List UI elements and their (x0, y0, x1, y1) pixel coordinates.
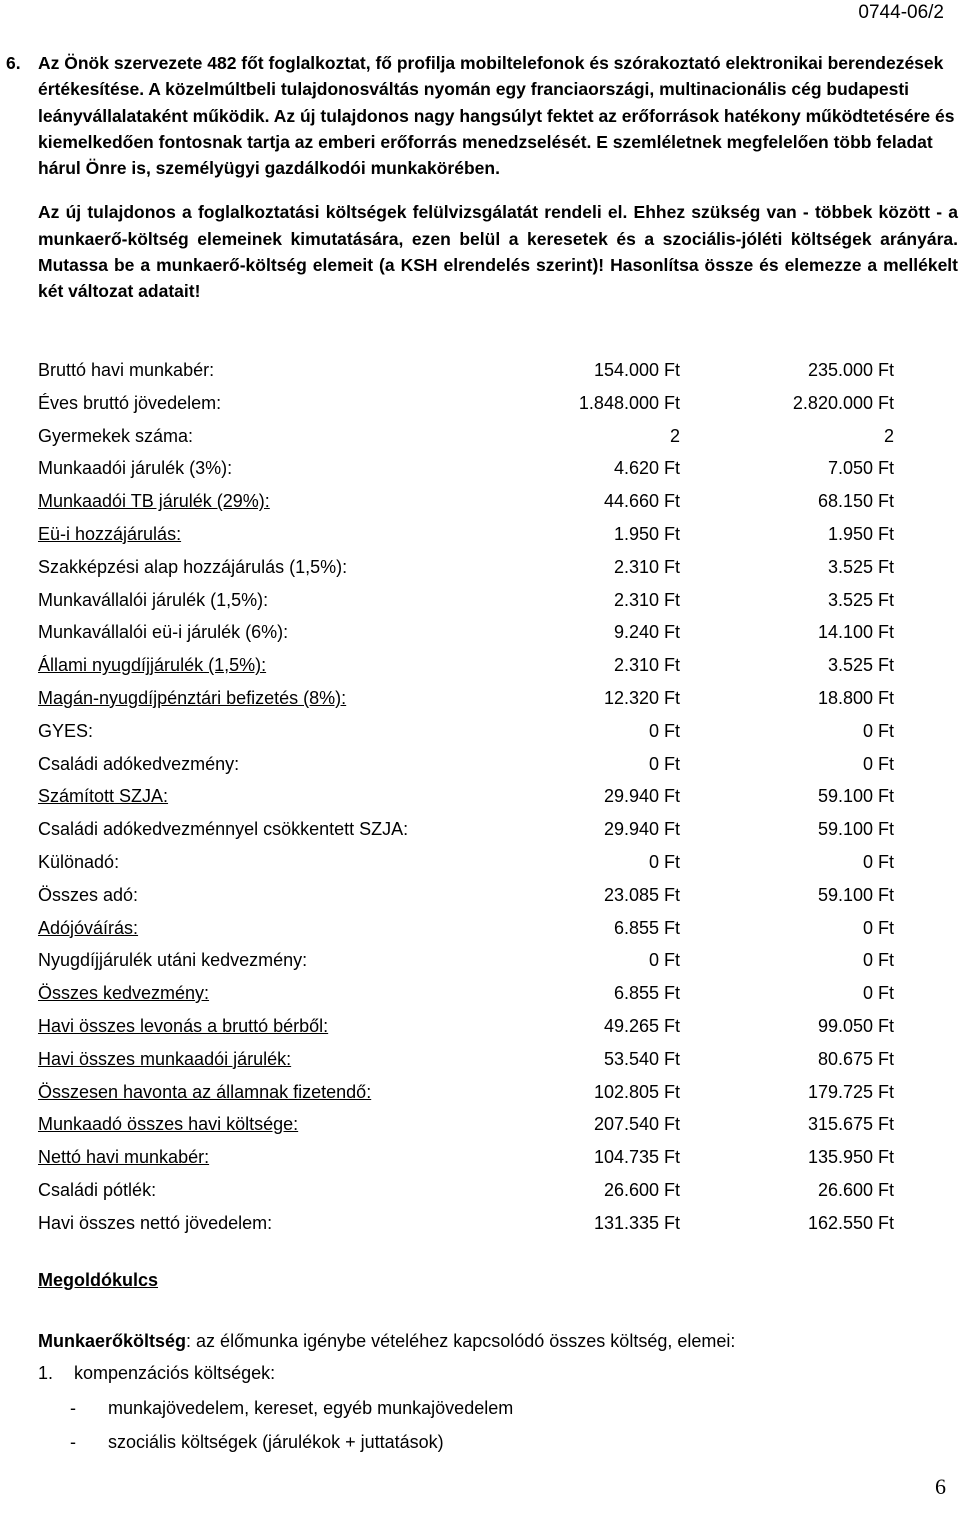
row-value-variant-1: 0 Ft (648, 753, 680, 774)
row-value-variant-2: 0 Ft (862, 720, 894, 741)
row-label: Munkaadó összes havi költsége: (38, 1114, 299, 1135)
row-value-variant-2: 0 Ft (862, 851, 894, 872)
row-value-variant-2: 99.050 Ft (817, 1015, 894, 1036)
row-label: Havi összes munkaadói járulék: (38, 1048, 292, 1069)
row-label: Családi adókedvezmény: (38, 753, 240, 774)
row-label: Éves bruttó jövedelem: (38, 392, 222, 413)
definition-text: : az élőmunka igénybe vételéhez kapcsolódó összes költség, elemei: (186, 1331, 736, 1351)
row-value-variant-1: 2.310 Ft (613, 655, 680, 676)
row-value-variant-2: 0 Ft (862, 983, 894, 1004)
row-value-variant-2: 1.950 Ft (827, 523, 894, 544)
table-row (38, 1174, 898, 1207)
row-label: Havi összes levonás a bruttó bérből: (38, 1015, 329, 1036)
table-row (38, 518, 898, 551)
compensation-item (38, 1363, 275, 1384)
table-row (38, 682, 898, 715)
row-value-variant-2: 59.100 Ft (817, 786, 894, 807)
row-value-variant-1: 26.600 Ft (603, 1179, 680, 1200)
row-value-variant-2: 59.100 Ft (817, 884, 894, 905)
row-label: Gyermekek száma: (38, 425, 194, 446)
row-value-variant-1: 1.950 Ft (613, 523, 680, 544)
row-value-variant-1: 207.540 Ft (593, 1114, 680, 1135)
row-value-variant-1: 0 Ft (648, 720, 680, 741)
row-value-variant-2: 0 Ft (862, 753, 894, 774)
list-item: - szociális költségek (járulékok + juttatások) (70, 1432, 444, 1452)
table-row (38, 1010, 898, 1043)
table-row (38, 780, 898, 813)
task-instruction: Az új tulajdonos a foglalkoztatási költségek felülvizsgálatát rendeli el. Ehhez szükség van - többek között - a munkaerő-költség elemeinek kimutatására, ezen belül a keresetek és a szociális-jóléti költségek arányára. Mutassa be a munkaerő-költség elemeit (a KSH elrendelés szerint)! Hasonlítsa össze és elemezze a mellékelt két változat adatait! (38, 202, 958, 302)
table-row (38, 649, 898, 682)
row-value-variant-2: 135.950 Ft (807, 1147, 894, 1168)
row-value-variant-1: 102.805 Ft (593, 1081, 680, 1102)
table-row (38, 977, 898, 1010)
list-item: - munkajövedelem, kereset, egyéb munkajövedelem (70, 1398, 514, 1418)
row-label: Összes kedvezmény: (38, 983, 210, 1004)
bullet-list (70, 1396, 513, 1464)
table-row (38, 1207, 898, 1240)
table-row (38, 944, 898, 977)
row-value-variant-2: 162.550 Ft (807, 1212, 894, 1233)
row-value-variant-1: 6.855 Ft (613, 917, 680, 938)
row-value-variant-2: 0 Ft (862, 950, 894, 971)
row-value-variant-1: 2.310 Ft (613, 589, 680, 610)
row-value-variant-1: 2.310 Ft (613, 556, 680, 577)
row-value-variant-1: 49.265 Ft (603, 1015, 680, 1036)
row-value-variant-1: 0 Ft (648, 851, 680, 872)
row-value-variant-2: 26.600 Ft (817, 1179, 894, 1200)
table-row (38, 452, 898, 485)
table-row (38, 387, 898, 420)
table-row (38, 715, 898, 748)
compensation-label: kompenzációs költségek: (74, 1363, 276, 1383)
page-number: 6 (935, 1474, 946, 1499)
row-value-variant-1: 53.540 Ft (603, 1048, 680, 1069)
table-row (38, 354, 898, 387)
cost-table (38, 354, 898, 1240)
row-value-variant-1: 23.085 Ft (603, 884, 680, 905)
task-number: 6. (6, 53, 21, 73)
labor-cost-definition (38, 1331, 938, 1352)
row-label: Nettó havi munkabér: (38, 1147, 210, 1168)
row-value-variant-1: 9.240 Ft (613, 622, 680, 643)
row-value-variant-2: 3.525 Ft (827, 589, 894, 610)
compensation-number: 1. (38, 1363, 54, 1383)
row-label: Számított SZJA: (38, 786, 169, 807)
task-block (6, 50, 958, 305)
row-value-variant-2: 7.050 Ft (827, 458, 894, 479)
row-value-variant-2: 0 Ft (862, 917, 894, 938)
table-row (38, 616, 898, 649)
row-value-variant-1: 29.940 Ft (603, 819, 680, 840)
row-label: Szakképzési alap hozzájárulás (1,5%): (38, 556, 348, 577)
row-label: Adójóváírás: (38, 917, 139, 938)
row-label: Összesen havonta az államnak fizetendő: (38, 1081, 372, 1102)
row-label: Összes adó: (38, 884, 139, 905)
table-row (38, 912, 898, 945)
table-row (38, 1108, 898, 1141)
row-value-variant-1: 104.735 Ft (593, 1147, 680, 1168)
row-value-variant-1: 6.855 Ft (613, 983, 680, 1004)
table-row (38, 846, 898, 879)
row-label: Munkaadói járulék (3%): (38, 458, 233, 479)
row-value-variant-2: 315.675 Ft (807, 1114, 894, 1135)
table-row (38, 879, 898, 912)
row-label: Állami nyugdíjjárulék (1,5%): (38, 655, 267, 676)
solution-key-title: Megoldókulcs (38, 1270, 159, 1290)
row-value-variant-2: 235.000 Ft (807, 360, 894, 380)
row-value-variant-1: 131.335 Ft (593, 1212, 680, 1233)
table-row (38, 1076, 898, 1109)
row-label: Nyugdíjjárulék utáni kedvezmény: (38, 950, 308, 971)
row-value-variant-2: 14.100 Ft (817, 622, 894, 643)
row-value-variant-2: 18.800 Ft (817, 687, 894, 708)
row-label: Magán-nyugdíjpénztári befizetés (8%): (38, 687, 347, 708)
row-value-variant-2: 179.725 Ft (807, 1081, 894, 1102)
row-value-variant-1: 1.848.000 Ft (578, 392, 680, 413)
row-label: GYES: (38, 720, 94, 741)
row-label: Különadó: (38, 851, 120, 872)
row-label: Családi pótlék: (38, 1179, 157, 1200)
row-value-variant-1: 44.660 Ft (603, 491, 680, 512)
row-value-variant-2: 80.675 Ft (817, 1048, 894, 1069)
row-value-variant-1: 29.940 Ft (603, 786, 680, 807)
table-row (38, 551, 898, 584)
row-label: Munkavállalói járulék (1,5%): (38, 589, 269, 610)
row-value-variant-1: 12.320 Ft (603, 687, 680, 708)
bullet-text: munkajövedelem, kereset, egyéb munkajövedelem (108, 1398, 514, 1418)
document-code: 0744-06/2 (858, 2, 944, 23)
table-row (38, 420, 898, 453)
row-label: Havi összes nettó jövedelem: (38, 1212, 273, 1233)
row-value-variant-2: 2 (883, 425, 894, 446)
row-value-variant-1: 2 (669, 425, 680, 446)
row-label: Bruttó havi munkabér: (38, 360, 215, 380)
table-row (38, 485, 898, 518)
row-value-variant-2: 3.525 Ft (827, 556, 894, 577)
row-label: Munkaadói TB járulék (29%): (38, 491, 270, 512)
row-value-variant-1: 4.620 Ft (613, 458, 680, 479)
definition-term: Munkaerőköltség (38, 1331, 187, 1351)
row-value-variant-1: 154.000 Ft (593, 360, 680, 380)
row-value-variant-2: 68.150 Ft (817, 491, 894, 512)
row-value-variant-2: 2.820.000 Ft (792, 392, 894, 413)
row-label: Eü-i hozzájárulás: (38, 523, 182, 544)
task-intro: Az Önök szervezete 482 főt foglalkoztat, fő profilja mobiltelefonok és szórakoztató elektronikai berendezések értékesítése. A közelmúltbeli tulajdonosváltás nyomán egy franciaországi, multinacionális cég budapesti leányvállalataként működik. Az új tulajdonos nagy hangsúlyt fektet az erőforrások hatékony működtetésére és kiemelkedően fontosnak tartja az emberi erőforrás menedzselését. E szemléletnek megfelelően több feladat hárul Önre is, személyügyi gazdálkodói munkakörében. (38, 53, 955, 179)
bullet-text: szociális költségek (járulékok + juttatások) (108, 1432, 444, 1452)
row-label: Munkavállalói eü-i járulék (6%): (38, 622, 289, 643)
row-value-variant-2: 59.100 Ft (817, 819, 894, 840)
table-row (38, 1043, 898, 1076)
table-row (38, 584, 898, 617)
table-row (38, 1141, 898, 1174)
table-row (38, 748, 898, 781)
row-value-variant-2: 3.525 Ft (827, 655, 894, 676)
row-value-variant-1: 0 Ft (648, 950, 680, 971)
row-label: Családi adókedvezménnyel csökkentett SZJA: (38, 819, 409, 840)
table-row (38, 813, 898, 846)
